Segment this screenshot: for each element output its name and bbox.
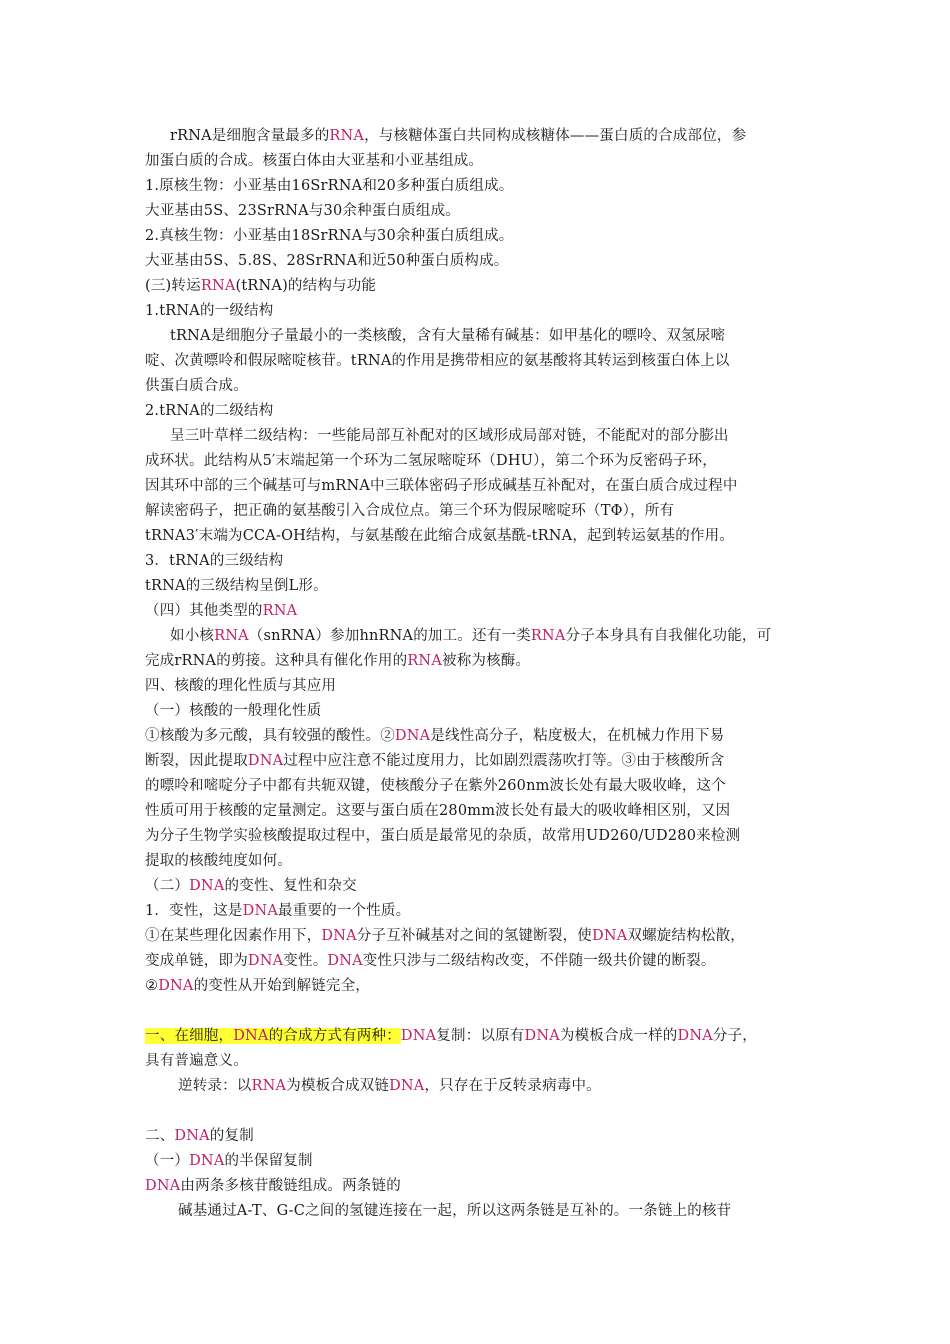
highlighted-line: 一、在细胞，DNA的合成方式有两种：DNA复制：以原有DNA为模板合成一样的DNA分子， — [145, 1028, 757, 1044]
list-item: 2.真核生物：小亚基由18SrRNA与30余种蛋白质组成。 — [145, 228, 514, 244]
paragraph-line: 啶、次黄嘌呤和假尿嘧啶核苷。tRNA的作用是携带相应的氨基酸将其转运到核蛋白体上以 — [145, 353, 730, 369]
subsection-heading: 3．tRNA的三级结构 — [145, 553, 284, 569]
paragraph-line: tRNA的三级结构呈倒L形。 — [145, 578, 328, 594]
paragraph-line: 逆转录：以RNA为模板合成双链DNA，只存在于反转录病毒中。 — [178, 1078, 601, 1094]
paragraph-line: 大亚基由5S、5.8S、28SrRNA和近50种蛋白质构成。 — [145, 253, 509, 269]
subsection-heading: 1.tRNA的一级结构 — [145, 303, 274, 319]
paragraph-line: tRNA3′末端为CCA-OH结构，与氨基酸在此缩合成氨基酰-tRNA，起到转运氨基的作用。 — [145, 528, 735, 544]
paragraph-line: DNA由两条多核苷酸链组成。两条链的 — [145, 1178, 401, 1194]
paragraph-line: 碱基通过A-T、G-C之间的氢键连接在一起，所以这两条链是互补的。一条链上的核苷 — [178, 1203, 732, 1219]
paragraph-line: 大亚基由5S、23SrRNA与30余种蛋白质组成。 — [145, 203, 460, 219]
section-heading: （二）DNA的变性、复性和杂交 — [145, 878, 357, 894]
paragraph-line: 供蛋白质合成。 — [145, 378, 248, 394]
section-heading: （一）核酸的一般理化性质 — [145, 703, 322, 719]
paragraph-line: 断裂，因此提取DNA过程中应注意不能过度用力，比如剧烈震荡吹打等。③由于核酸所含 — [145, 753, 725, 769]
paragraph-line: 如小核RNA（snRNA）参加hnRNA的加工。还有一类RNA分子本身具有自我催化功能，可 — [170, 628, 772, 644]
paragraph-line: 解读密码子，把正确的氨基酸引入合成位点。第三个环为假尿嘧啶环（TΦ），所有 — [145, 503, 675, 519]
paragraph-line: ①在某些理化因素作用下，DNA分子互补碱基对之间的氢键断裂，使DNA双螺旋结构松散， — [145, 928, 745, 944]
chapter-heading: 四、核酸的理化性质与其应用 — [145, 678, 337, 694]
paragraph-line: 具有普遍意义。 — [145, 1053, 248, 1069]
section-heading: （四）其他类型的RNA — [145, 603, 298, 619]
chapter-heading: 二、DNA的复制 — [145, 1128, 254, 1144]
highlighted-phrase: 一、在细胞，DNA的合成方式有两种： — [145, 1028, 401, 1044]
paragraph-line: 加蛋白质的合成。核蛋白体由大亚基和小亚基组成。 — [145, 153, 484, 169]
paragraph-line: tRNA是细胞分子量最小的一类核酸，含有大量稀有碱基：如甲基化的嘌呤、双氢尿嘧 — [170, 328, 726, 344]
paragraph-line: 提取的核酸纯度如何。 — [145, 853, 292, 869]
list-item: 1.原核生物：小亚基由16SrRNA和20多种蛋白质组成。 — [145, 178, 514, 194]
subsection-heading: 1．变性，这是DNA最重要的一个性质。 — [145, 903, 411, 919]
paragraph-line: 变成单链，即为DNA变性。DNA变性只涉与二级结构改变，不伴随一级共价键的断裂。 — [145, 953, 716, 969]
paragraph-line: ①核酸为多元酸，具有较强的酸性。②DNA是线性高分子，粘度极大，在机械力作用下易 — [145, 728, 725, 744]
paragraph-line: 因其环中部的三个碱基可与mRNA中三联体密码子形成碱基互补配对，在蛋白质合成过程中 — [145, 478, 738, 494]
paragraph-line: 性质可用于核酸的定量测定。这要与蛋白质在280mm波长处有最大的吸收峰相区别，又因 — [145, 803, 731, 819]
paragraph-line: 呈三叶草样二级结构：一些能局部互补配对的区域形成局部对链，不能配对的部分膨出 — [170, 428, 729, 444]
paragraph-line: 的嘌呤和嘧啶分子中都有共轭双键，使核酸分子在紫外260nm波长处有最大吸收峰，这个 — [145, 778, 726, 794]
section-heading: （一）DNA的半保留复制 — [145, 1153, 313, 1169]
paragraph-line: 成环状。此结构从5′末端起第一个环为二氢尿嘧啶环（DHU），第二个环为反密码子环， — [145, 453, 717, 469]
paragraph-line: rRNA是细胞含量最多的RNA，与核糖体蛋白共同构成核糖体——蛋白质的合成部位，参 — [170, 128, 747, 144]
paragraph-line: 完成rRNA的剪接。这种具有催化作用的RNA被称为核酶。 — [145, 653, 531, 669]
paragraph-line: 为分子生物学实验核酸提取过程中，蛋白质是最常见的杂质，故常用UD260/UD280来检测 — [145, 828, 741, 844]
section-heading: (三)转运RNA(tRNA)的结构与功能 — [145, 278, 377, 294]
paragraph-line: ②DNA的变性从开始到解链完全， — [145, 978, 370, 994]
subsection-heading: 2.tRNA的二级结构 — [145, 403, 274, 419]
